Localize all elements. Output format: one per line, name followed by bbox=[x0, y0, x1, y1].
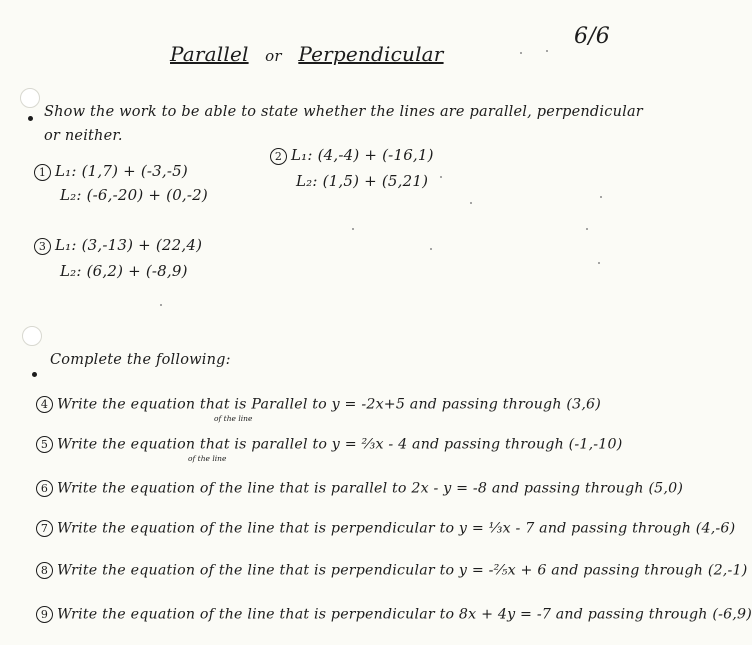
bullet-complete bbox=[32, 372, 37, 377]
task-8-text: Write the equation of the line that is perpendicular to y = -⅖x + 6 and passing through (2,-1) bbox=[57, 562, 748, 579]
score: 6/6 bbox=[574, 24, 611, 49]
problem-3-line-2: L₂: (6,2) + (-8,9) bbox=[60, 262, 188, 280]
paper-speck bbox=[160, 304, 162, 306]
problem-3-number: 3 bbox=[34, 238, 51, 255]
problem-1-number: 1 bbox=[34, 164, 51, 181]
problem-2 bbox=[270, 146, 434, 165]
task-4 bbox=[36, 396, 601, 413]
complete-heading: Complete the following: bbox=[50, 352, 231, 368]
binder-hole-top bbox=[20, 88, 40, 108]
problem-2-line-1: L₁: (4,-4) + (-16,1) bbox=[291, 146, 434, 164]
paper-speck bbox=[598, 262, 600, 264]
task-5-note: of the line bbox=[188, 454, 227, 463]
task-6-text: Write the equation of the line that is parallel to 2x - y = -8 and passing through (5,0) bbox=[57, 480, 684, 497]
bullet-instructions bbox=[28, 116, 33, 121]
instructions-line-2: or neither. bbox=[44, 128, 123, 144]
task-5 bbox=[36, 436, 622, 453]
instructions-line-1: Show the work to be able to state whether the lines are parallel, perpendicular bbox=[44, 104, 643, 120]
task-7-text: Write the equation of the line that is perpendicular to y = ⅓x - 7 and passing through (4,-6) bbox=[57, 520, 736, 537]
task-5-text: Write the equation that is parallel to y = ⅔x - 4 and passing through (-1,-10) bbox=[57, 436, 623, 453]
task-4-text: Write the equation that is Parallel to y = -2x+5 and passing through (3,6) bbox=[57, 396, 602, 413]
title-word-parallel: Parallel bbox=[170, 42, 249, 66]
paper-speck bbox=[352, 228, 354, 230]
problem-3-line-1: L₁: (3,-13) + (22,4) bbox=[55, 236, 203, 254]
task-8-number: 8 bbox=[36, 562, 53, 579]
task-7-number: 7 bbox=[36, 520, 53, 537]
task-4-number: 4 bbox=[36, 396, 53, 413]
paper-speck bbox=[440, 176, 442, 178]
page-title bbox=[170, 42, 444, 66]
task-8 bbox=[36, 562, 747, 579]
title-word-perpendicular: Perpendicular bbox=[298, 42, 444, 66]
paper-speck bbox=[470, 202, 472, 204]
task-9-text: Write the equation of the line that is perpendicular to 8x + 4y = -7 and passing through (-6,9) bbox=[57, 606, 752, 623]
problem-3 bbox=[34, 236, 202, 255]
paper-speck bbox=[600, 196, 602, 198]
task-6 bbox=[36, 480, 683, 497]
task-7 bbox=[36, 520, 735, 537]
paper-speck bbox=[520, 52, 522, 54]
task-5-number: 5 bbox=[36, 436, 53, 453]
problem-2-line-2: L₂: (1,5) + (5,21) bbox=[296, 172, 429, 190]
title-word-or: or bbox=[265, 47, 282, 65]
task-4-note: of the line bbox=[214, 414, 253, 423]
paper-speck bbox=[546, 50, 548, 52]
problem-1-line-2: L₂: (-6,-20) + (0,-2) bbox=[60, 186, 208, 204]
binder-hole-bottom bbox=[22, 326, 42, 346]
problem-1-line-1: L₁: (1,7) + (-3,-5) bbox=[55, 162, 188, 180]
paper-speck bbox=[430, 248, 432, 250]
task-9-number: 9 bbox=[36, 606, 53, 623]
problem-2-number: 2 bbox=[270, 148, 287, 165]
problem-1 bbox=[34, 162, 188, 181]
task-6-number: 6 bbox=[36, 480, 53, 497]
task-9 bbox=[36, 606, 752, 623]
paper-speck bbox=[586, 228, 588, 230]
